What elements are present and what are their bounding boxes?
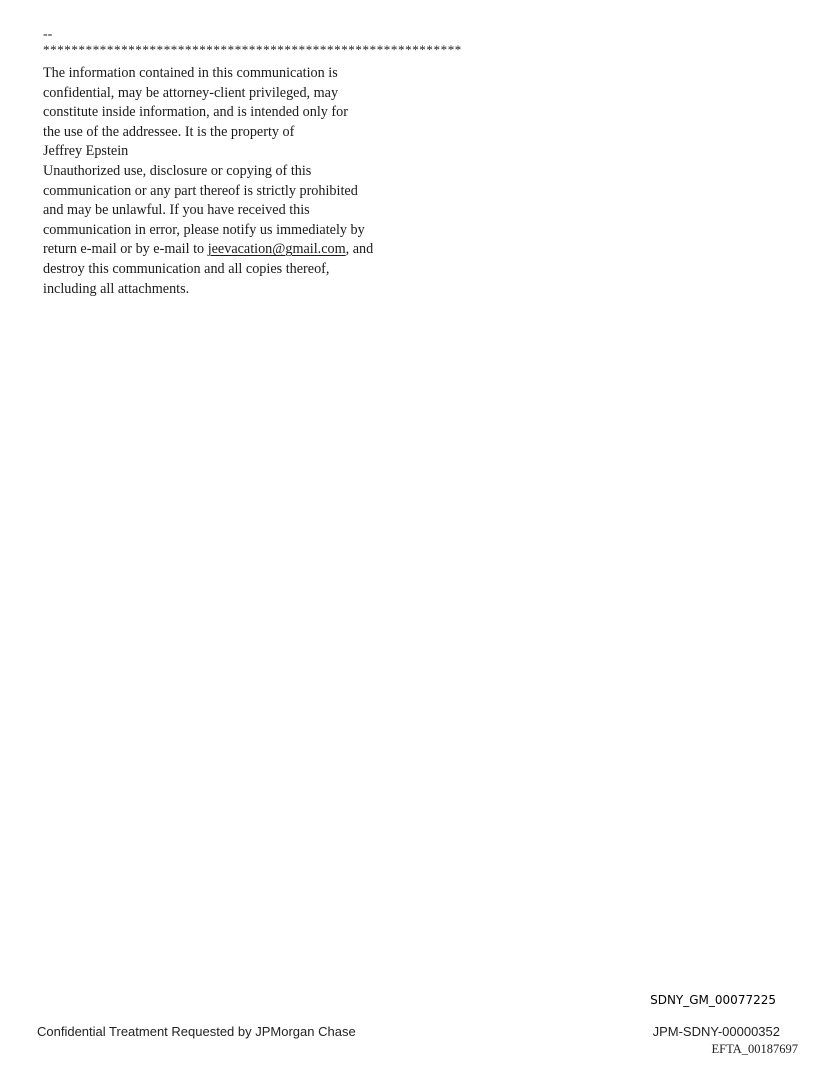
email-line-prefix: return e-mail or by e-mail to [43,241,208,258]
email-line-suffix: , and [345,241,374,258]
efta-identifier: EFTA_00187697 [711,1042,798,1056]
disclaimer-line: and may be unlawful. If you have received this [43,202,310,219]
disclaimer-line: Unauthorized use, disclosure or copying of this [43,162,312,179]
jpm-bates-number: JPM-SDNY-00000352 [652,1024,780,1039]
disclaimer-line: communication or any part thereof is strictly prohibited [43,182,358,199]
disclaimer-line: communication in error, please notify us immediately by [43,221,365,238]
separator-dashes: -- [43,27,53,42]
confidential-treatment-notice: Confidential Treatment Requested by JPMorgan Chase [37,1024,356,1039]
disclaimer-line: destroy this communication and all copies thereof, [43,260,330,277]
disclaimer-email-line [43,240,423,260]
asterisk-rule: *********************************************************** [43,42,462,57]
sdny-bates-stamp: SDNY_GM_00077225 [650,993,776,1007]
disclaimer-line: The information contained in this communication is [43,65,338,81]
confidentiality-disclaimer [43,64,423,299]
email-link[interactable]: jeevacation@gmail.com [207,241,346,258]
disclaimer-line: constitute inside information, and is intended only for [43,104,348,121]
disclaimer-line: confidential, may be attorney-client privileged, may [43,84,339,101]
disclaimer-line: the use of the addressee. It is the property of [43,123,295,140]
disclaimer-line: including all attachments. [43,280,190,297]
disclaimer-line: Jeffrey Epstein [43,143,129,160]
